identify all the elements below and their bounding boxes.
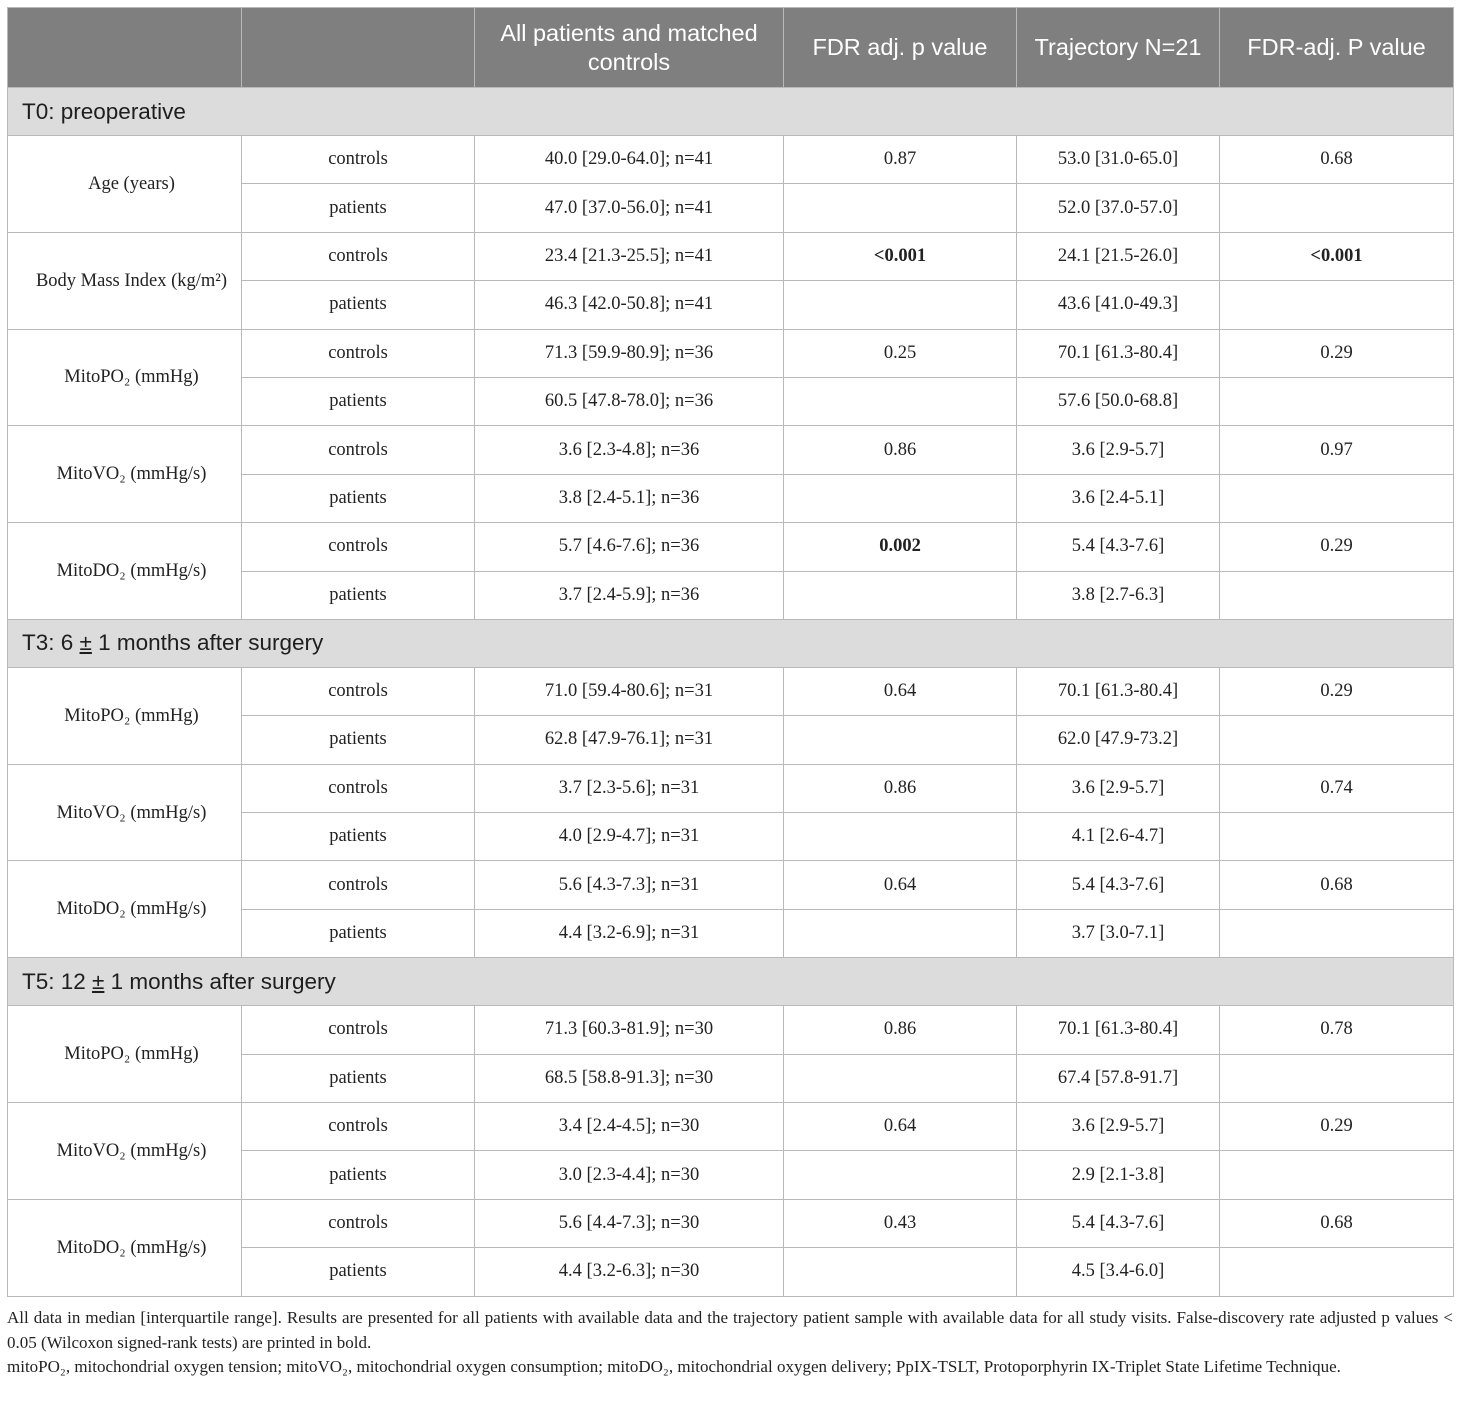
section-title-text: T5: 12 <box>22 968 93 994</box>
group-cell: controls <box>242 1103 475 1151</box>
fdr-adj-2-cell: 0.29 <box>1220 667 1454 715</box>
trajectory-cell: 24.1 [21.5-26.0] <box>1017 232 1220 280</box>
group-cell: patients <box>242 813 475 861</box>
fdr-adj-2-cell: 0.74 <box>1220 764 1454 812</box>
header-blank-2 <box>242 8 475 88</box>
trajectory-cell: 3.6 [2.9-5.7] <box>1017 1103 1220 1151</box>
section-title <box>8 619 1454 667</box>
all-patients-cell: 5.6 [4.3-7.3]; n=31 <box>475 861 784 909</box>
group-cell: controls <box>242 861 475 909</box>
trajectory-cell: 62.0 [47.9-73.2] <box>1017 716 1220 764</box>
fdr-adj-1-cell: 0.43 <box>784 1199 1017 1247</box>
fdr-adj-1-cell <box>784 281 1017 329</box>
all-patients-cell: 23.4 [21.3-25.5]; n=41 <box>475 232 784 280</box>
trajectory-cell: 5.4 [4.3-7.6] <box>1017 861 1220 909</box>
group-cell: patients <box>242 377 475 425</box>
fdr-adj-2-cell <box>1220 474 1454 522</box>
group-cell: patients <box>242 474 475 522</box>
fdr-adj-1-cell <box>784 716 1017 764</box>
header-blank-1 <box>8 8 242 88</box>
fdr-adj-1-cell <box>784 474 1017 522</box>
fdr-adj-1-cell <box>784 1054 1017 1102</box>
group-cell: controls <box>242 426 475 474</box>
fdr-adj-1-cell: 0.87 <box>784 136 1017 184</box>
section-row <box>8 958 1454 1006</box>
fdr-adj-2-cell <box>1220 184 1454 232</box>
trajectory-cell: 2.9 [2.1-3.8] <box>1017 1151 1220 1199</box>
table-footnotes <box>7 1306 1453 1380</box>
table-row <box>8 426 1454 474</box>
trajectory-cell: 3.7 [3.0-7.1] <box>1017 909 1220 957</box>
all-patients-cell: 5.7 [4.6-7.6]; n=36 <box>475 523 784 571</box>
fdr-adj-2-cell: 0.68 <box>1220 861 1454 909</box>
section-title: T0: preoperative <box>8 88 1454 136</box>
header-all-patients: All patients and matched controls <box>475 8 784 88</box>
variable-label: Age (years) <box>8 136 242 233</box>
section-row <box>8 619 1454 667</box>
table-row <box>8 1006 1454 1054</box>
all-patients-cell: 3.0 [2.3-4.4]; n=30 <box>475 1151 784 1199</box>
fdr-adj-2-cell <box>1220 281 1454 329</box>
header-trajectory: Trajectory N=21 <box>1017 8 1220 88</box>
fdr-adj-1-cell: 0.002 <box>784 523 1017 571</box>
trajectory-cell: 3.6 [2.9-5.7] <box>1017 764 1220 812</box>
table-row <box>8 232 1454 280</box>
table-row <box>8 1199 1454 1247</box>
all-patients-cell: 71.0 [59.4-80.6]; n=31 <box>475 667 784 715</box>
variable-label: MitoPO₂ (mmHg) <box>8 667 242 764</box>
fdr-adj-1-cell <box>784 377 1017 425</box>
all-patients-cell: 60.5 [47.8-78.0]; n=36 <box>475 377 784 425</box>
all-patients-cell: 3.6 [2.3-4.8]; n=36 <box>475 426 784 474</box>
all-patients-cell: 3.8 [2.4-5.1]; n=36 <box>475 474 784 522</box>
all-patients-cell: 40.0 [29.0-64.0]; n=41 <box>475 136 784 184</box>
section-title-text: 1 months after surgery <box>91 630 324 656</box>
fdr-adj-2-cell: 0.68 <box>1220 1199 1454 1247</box>
group-cell: controls <box>242 523 475 571</box>
fdr-adj-1-cell: 0.86 <box>784 1006 1017 1054</box>
fdr-adj-2-cell <box>1220 716 1454 764</box>
group-cell: patients <box>242 281 475 329</box>
fdr-adj-2-cell: 0.68 <box>1220 136 1454 184</box>
group-cell: controls <box>242 764 475 812</box>
fdr-adj-1-cell <box>784 813 1017 861</box>
header-row <box>8 8 1454 88</box>
fdr-adj-2-cell: 0.29 <box>1220 523 1454 571</box>
all-patients-cell: 71.3 [60.3-81.9]; n=30 <box>475 1006 784 1054</box>
trajectory-cell: 3.6 [2.9-5.7] <box>1017 426 1220 474</box>
fdr-adj-2-cell <box>1220 377 1454 425</box>
all-patients-cell: 3.7 [2.4-5.9]; n=36 <box>475 571 784 619</box>
trajectory-cell: 52.0 [37.0-57.0] <box>1017 184 1220 232</box>
group-cell: patients <box>242 1054 475 1102</box>
trajectory-cell: 5.4 [4.3-7.6] <box>1017 1199 1220 1247</box>
table-row <box>8 1103 1454 1151</box>
all-patients-cell: 5.6 [4.4-7.3]; n=30 <box>475 1199 784 1247</box>
group-cell: controls <box>242 329 475 377</box>
variable-label: MitoPO₂ (mmHg) <box>8 1006 242 1103</box>
section-title-text: T3: 6 <box>22 630 80 656</box>
group-cell: patients <box>242 184 475 232</box>
plus-minus-sign: ± <box>92 968 105 994</box>
fdr-adj-1-cell: 0.64 <box>784 1103 1017 1151</box>
table-row <box>8 523 1454 571</box>
group-cell: patients <box>242 1248 475 1296</box>
table-row <box>8 667 1454 715</box>
table-row <box>8 764 1454 812</box>
all-patients-cell: 4.4 [3.2-6.3]; n=30 <box>475 1248 784 1296</box>
table-body <box>8 88 1454 1297</box>
trajectory-cell: 67.4 [57.8-91.7] <box>1017 1054 1220 1102</box>
trajectory-cell: 70.1 [61.3-80.4] <box>1017 1006 1220 1054</box>
plus-minus-sign: ± <box>79 630 92 656</box>
group-cell: patients <box>242 909 475 957</box>
fdr-adj-2-cell <box>1220 909 1454 957</box>
trajectory-cell: 5.4 [4.3-7.6] <box>1017 523 1220 571</box>
trajectory-cell: 57.6 [50.0-68.8] <box>1017 377 1220 425</box>
trajectory-cell: 3.6 [2.4-5.1] <box>1017 474 1220 522</box>
group-cell: controls <box>242 232 475 280</box>
variable-label: MitoDO₂ (mmHg/s) <box>8 1199 242 1296</box>
all-patients-cell: 4.4 [3.2-6.9]; n=31 <box>475 909 784 957</box>
header-fdr-adj-1: FDR adj. p value <box>784 8 1017 88</box>
variable-label: MitoDO₂ (mmHg/s) <box>8 523 242 620</box>
table-row <box>8 861 1454 909</box>
fdr-adj-2-cell: 0.29 <box>1220 329 1454 377</box>
trajectory-cell: 70.1 [61.3-80.4] <box>1017 329 1220 377</box>
variable-label: MitoDO₂ (mmHg/s) <box>8 861 242 958</box>
all-patients-cell: 3.7 [2.3-5.6]; n=31 <box>475 764 784 812</box>
fdr-adj-1-cell <box>784 1248 1017 1296</box>
fdr-adj-1-cell: 0.86 <box>784 764 1017 812</box>
trajectory-cell: 70.1 [61.3-80.4] <box>1017 667 1220 715</box>
group-cell: controls <box>242 667 475 715</box>
fdr-adj-2-cell: 0.97 <box>1220 426 1454 474</box>
section-title-text: 1 months after surgery <box>104 968 336 994</box>
fdr-adj-1-cell: 0.64 <box>784 861 1017 909</box>
fdr-adj-2-cell <box>1220 1054 1454 1102</box>
fdr-adj-2-cell <box>1220 571 1454 619</box>
all-patients-cell: 47.0 [37.0-56.0]; n=41 <box>475 184 784 232</box>
fdr-adj-1-cell <box>784 909 1017 957</box>
trajectory-cell: 53.0 [31.0-65.0] <box>1017 136 1220 184</box>
all-patients-cell: 62.8 [47.9-76.1]; n=31 <box>475 716 784 764</box>
footnote-2: mitoPO₂, mitochondrial oxygen tension; mitoVO₂, mitochondrial oxygen consumption; mitoDO₂, mitochondrial oxygen delivery; PpIX-TSLT, Protoporphyrin IX-Triplet State Lifetime Technique. <box>7 1357 1341 1376</box>
trajectory-cell: 3.8 [2.7-6.3] <box>1017 571 1220 619</box>
trajectory-cell: 4.5 [3.4-6.0] <box>1017 1248 1220 1296</box>
trajectory-cell: 4.1 [2.6-4.7] <box>1017 813 1220 861</box>
group-cell: patients <box>242 571 475 619</box>
fdr-adj-1-cell <box>784 571 1017 619</box>
variable-label: MitoPO₂ (mmHg) <box>8 329 242 426</box>
group-cell: controls <box>242 1199 475 1247</box>
all-patients-cell: 4.0 [2.9-4.7]; n=31 <box>475 813 784 861</box>
table-row <box>8 136 1454 184</box>
fdr-adj-1-cell: 0.86 <box>784 426 1017 474</box>
trajectory-cell: 43.6 [41.0-49.3] <box>1017 281 1220 329</box>
group-cell: controls <box>242 136 475 184</box>
fdr-adj-1-cell: 0.25 <box>784 329 1017 377</box>
header-fdr-adj-2: FDR-adj. P value <box>1220 8 1454 88</box>
fdr-adj-1-cell: 0.64 <box>784 667 1017 715</box>
group-cell: patients <box>242 716 475 764</box>
all-patients-cell: 3.4 [2.4-4.5]; n=30 <box>475 1103 784 1151</box>
section-title <box>8 958 1454 1006</box>
all-patients-cell: 68.5 [58.8-91.3]; n=30 <box>475 1054 784 1102</box>
footnote-1: All data in median [interquartile range]. Results are presented for all patients with available data and the trajectory patient sample with available data for all study visits. False-discovery rate adjusted p values < 0.05 (Wilcoxon signed-rank tests) are printed in bold. <box>7 1308 1453 1352</box>
fdr-adj-1-cell <box>784 1151 1017 1199</box>
variable-label: MitoVO₂ (mmHg/s) <box>8 1103 242 1200</box>
fdr-adj-1-cell <box>784 184 1017 232</box>
fdr-adj-2-cell <box>1220 813 1454 861</box>
fdr-adj-2-cell: 0.29 <box>1220 1103 1454 1151</box>
all-patients-cell: 46.3 [42.0-50.8]; n=41 <box>475 281 784 329</box>
fdr-adj-2-cell <box>1220 1151 1454 1199</box>
table-row <box>8 329 1454 377</box>
section-row <box>8 88 1454 136</box>
variable-label: MitoVO₂ (mmHg/s) <box>8 426 242 523</box>
variable-label: Body Mass Index (kg/m²) <box>8 232 242 329</box>
fdr-adj-2-cell <box>1220 1248 1454 1296</box>
group-cell: patients <box>242 1151 475 1199</box>
variable-label: MitoVO₂ (mmHg/s) <box>8 764 242 861</box>
results-table <box>7 7 1454 1297</box>
fdr-adj-1-cell: <0.001 <box>784 232 1017 280</box>
fdr-adj-2-cell: <0.001 <box>1220 232 1454 280</box>
fdr-adj-2-cell: 0.78 <box>1220 1006 1454 1054</box>
all-patients-cell: 71.3 [59.9-80.9]; n=36 <box>475 329 784 377</box>
group-cell: controls <box>242 1006 475 1054</box>
